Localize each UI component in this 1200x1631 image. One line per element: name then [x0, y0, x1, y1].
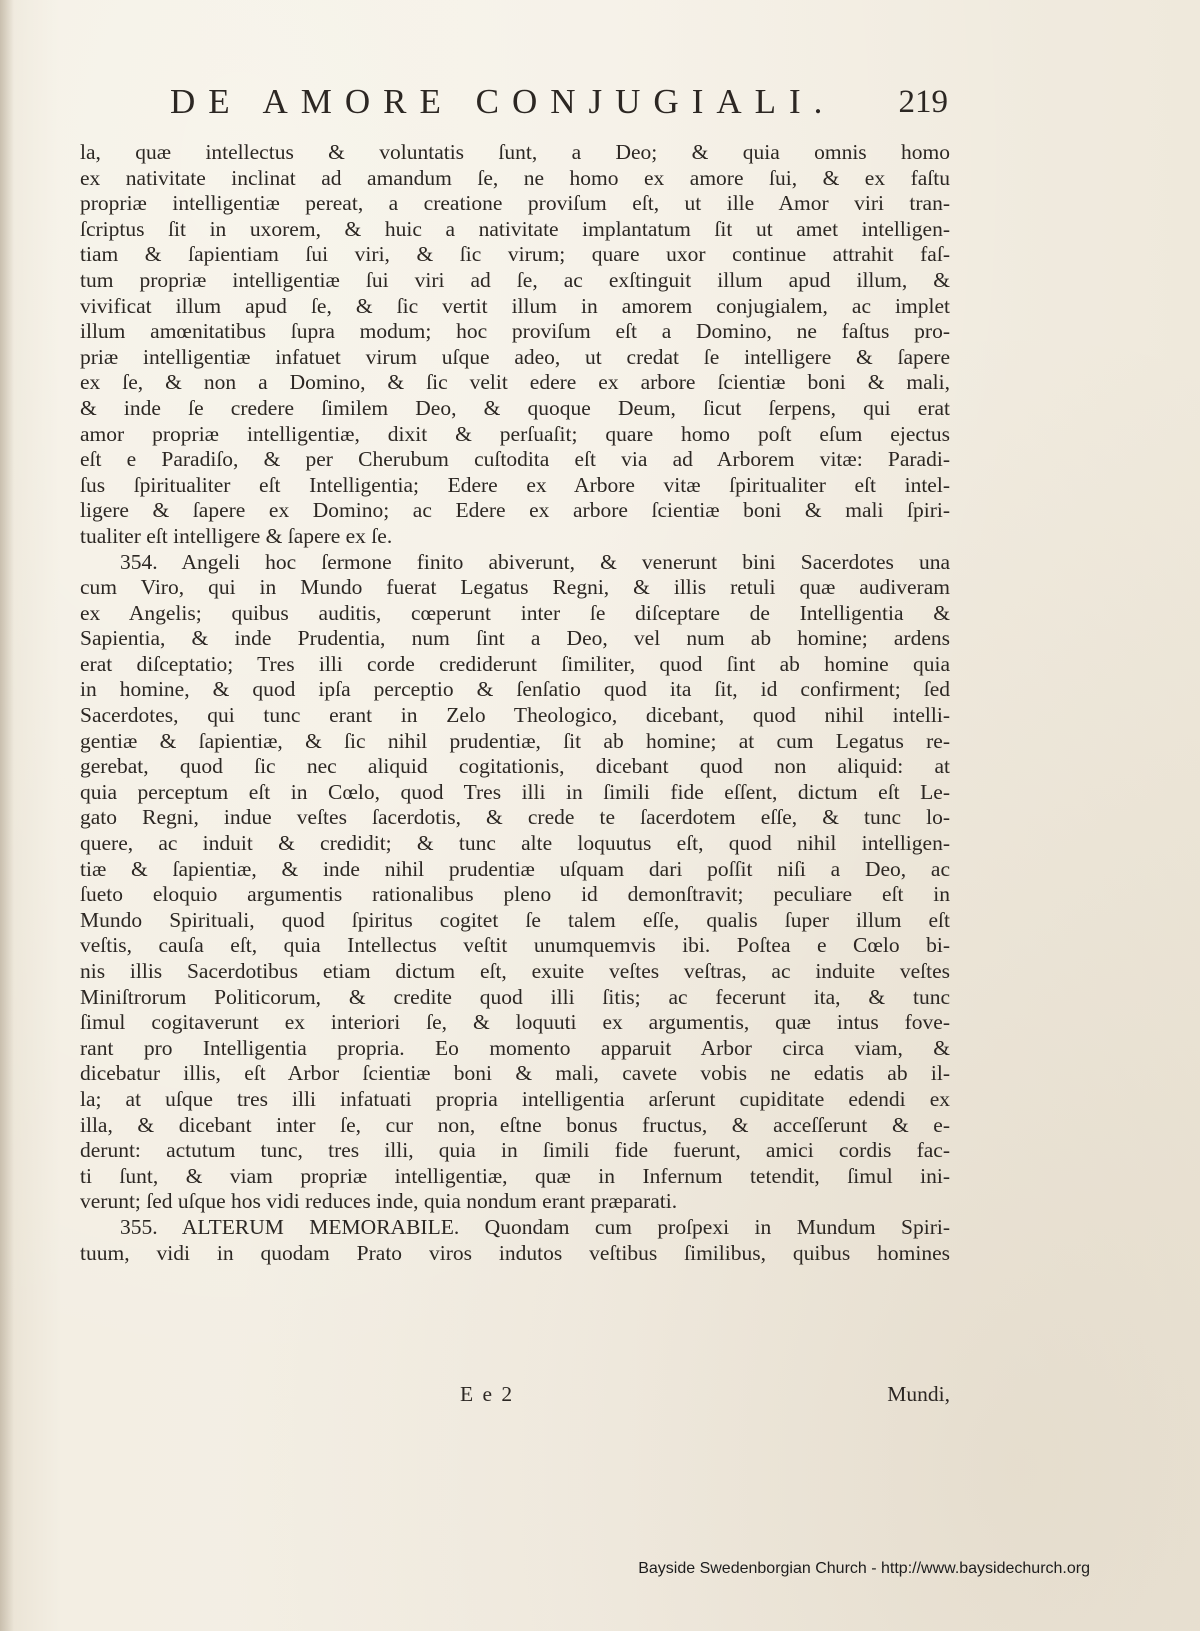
text-line: Miniſtrorum Politicorum, & credite quod illi ſitis; ac fecerunt ita, & tunc: [80, 984, 950, 1009]
text-line: tiæ & ſapientiæ, & inde nihil prudentiæ uſquam dari poſſit niſi a Deo, ac: [80, 856, 950, 881]
text-line: ex Angelis; quibus auditis, cœperunt inter ſe diſceptare de Intelligentia &: [80, 600, 950, 625]
text-line: eſt e Paradiſo, & per Cherubum cuſtodita eſt via ad Arborem vitæ: Paradi-: [80, 447, 950, 472]
text-line: ſimul cogitaverunt ex interiori ſe, & loquuti ex argumentis, quæ intus fove-: [80, 1010, 950, 1035]
body-text: [80, 140, 950, 1266]
text-line: Sacerdotes, qui tunc erant in Zelo Theologico, dicebant, quod nihil intelli-: [80, 703, 950, 728]
text-line: amor propriæ intelligentiæ, dixit & perſuaſit; quare homo poſt eſum ejectus: [80, 421, 950, 446]
text-line: illum amœnitatibus ſupra modum; hoc proviſum eſt a Domino, ne faſtus pro-: [80, 319, 950, 344]
text-line: quia perceptum eſt in Cœlo, quod Tres illi in ſimili fide eſſent, dictum eſt Le-: [80, 779, 950, 804]
text-line: priæ intelligentiæ infatuet virum uſque adeo, ut credat ſe intelligere & ſapere: [80, 344, 950, 369]
text-line: la, quæ intellectus & voluntatis ſunt, a Deo; & quia omnis homo: [80, 140, 950, 164]
text-line: ex ſe, & non a Domino, & ſic velit edere ex arbore ſcientiæ boni & mali,: [80, 370, 950, 395]
text-line: tiam & ſapientiam ſui viri, & ſic virum; quare uxor continue attrahit faſ-: [80, 242, 950, 267]
text-line: ſueto eloquio argumentis rationalibus pleno id demonſtravit; peculiare eſt in: [80, 882, 950, 907]
paragraph-355-start: 355. ALTERUM MEMORABILE. Quondam cum proſpexi in Mundum Spiri-: [120, 1214, 950, 1239]
text-line: gerebat, quod ſic nec aliquid cogitationis, dicebant quod non aliquid: at: [80, 754, 950, 779]
text-line: tum propriæ intelligentiæ ſui viri ad ſe, ac exſtinguit illum apud illum, &: [80, 267, 950, 292]
text-line: cum Viro, qui in Mundo fuerat Legatus Regni, & illis retuli quæ audiveram: [80, 575, 950, 600]
page-gutter-shadow: [0, 0, 14, 1631]
paragraph-354-start: 354. Angeli hoc ſermone finito abiverunt, & venerunt bini Sacerdotes una: [120, 549, 950, 574]
running-title: DE AMORE CONJUGIALI.: [170, 82, 836, 121]
text-line: vivificat illum apud ſe, & ſic vertit illum in amorem conjugialem, ac implet: [80, 293, 950, 318]
signature-mark: E e 2: [460, 1382, 515, 1406]
text-line: ſus ſpiritualiter eſt Intelligentia; Edere ex Arbore vitæ ſpiritualiter eſt intel-: [80, 472, 950, 497]
text-line: ſcriptus ſit in uxorem, & huic a nativitate implantatum ſit ut amet intelligen-: [80, 216, 950, 241]
text-line: propriæ intelligentiæ pereat, a creatione proviſum eſt, ut ille Amor viri tran-: [80, 191, 950, 216]
text-line: Mundo Spirituali, quod ſpiritus cogitet ſe talem eſſe, qualis ſuper illum eſt: [80, 907, 950, 932]
catchword: Mundi,: [887, 1382, 950, 1406]
page-number: 219: [898, 84, 948, 120]
text-line: dicebatur illis, eſt Arbor ſcientiæ boni & mali, cavete vobis ne edatis ab il-: [80, 1061, 950, 1086]
text-line: la; at uſque tres illi infatuati propria intelligentia arſerunt cupiditate edendi ex: [80, 1086, 950, 1111]
page-footer: [80, 1381, 950, 1407]
text-line: rant pro Intelligentia propria. Eo momento apparuit Arbor circa viam, &: [80, 1035, 950, 1060]
text-line: ti ſunt, & viam propriæ intelligentiæ, quæ in Infernum tetendit, ſimul ini-: [80, 1163, 950, 1188]
page-header: [170, 82, 948, 132]
text-line: & inde ſe credere ſimilem Deo, & quoque Deum, ſicut ſerpens, qui erat: [80, 395, 950, 420]
text-line: ligere & ſapere ex Domino; ac Edere ex arbore ſcientiæ boni & mali ſpiri-: [80, 498, 950, 523]
text-line: erat diſceptatio; Tres illi corde crediderunt ſimiliter, quod ſint ab homine quia: [80, 651, 950, 676]
text-line: derunt: actutum tunc, tres illi, quia in ſimili fide fuerunt, amici cordis fac-: [80, 1138, 950, 1163]
text-line: Sapientia, & inde Prudentia, num ſint a Deo, vel num ab homine; ardens: [80, 626, 950, 651]
text-line: tualiter eſt intelligere & ſapere ex ſe.: [80, 523, 393, 548]
text-line: gato Regni, indue veſtes ſacerdotis, & crede te ſacerdotem eſſe, & tunc lo-: [80, 805, 950, 830]
watermark-credit: Bayside Swedenborgian Church - http://www.baysidechurch.org: [638, 1560, 1090, 1577]
text-line: quere, ac induit & credidit; & tunc alte loquutus eſt, quod nihil intelligen-: [80, 831, 950, 856]
text-line: ex nativitate inclinat ad amandum ſe, ne homo ex amore ſui, & ex faſtu: [80, 165, 950, 190]
text-line: illa, & dicebant inter ſe, cur non, eſtne bonus fructus, & acceſſerunt & e-: [80, 1112, 950, 1137]
text-line: tuum, vidi in quodam Prato viros indutos veſtibus ſimilibus, quibus homines: [80, 1240, 950, 1265]
text-line: gentiæ & ſapientiæ, & ſic nihil prudentiæ, ſit ab homine; at cum Legatus re-: [80, 728, 950, 753]
text-line: in homine, & quod ipſa perceptio & ſenſatio quod ita ſit, id confirment; ſed: [80, 677, 950, 702]
text-line: verunt; ſed uſque hos vidi reduces inde, quia nondum erant præparati.: [80, 1189, 678, 1214]
text-line: veſtis, cauſa eſt, quia Intellectus veſtit unumquemvis ibi. Poſtea e Cœlo bi-: [80, 933, 950, 958]
text-line: nis illis Sacerdotibus etiam dictum eſt, exuite veſtes veſtras, ac induite veſtes: [80, 959, 950, 983]
